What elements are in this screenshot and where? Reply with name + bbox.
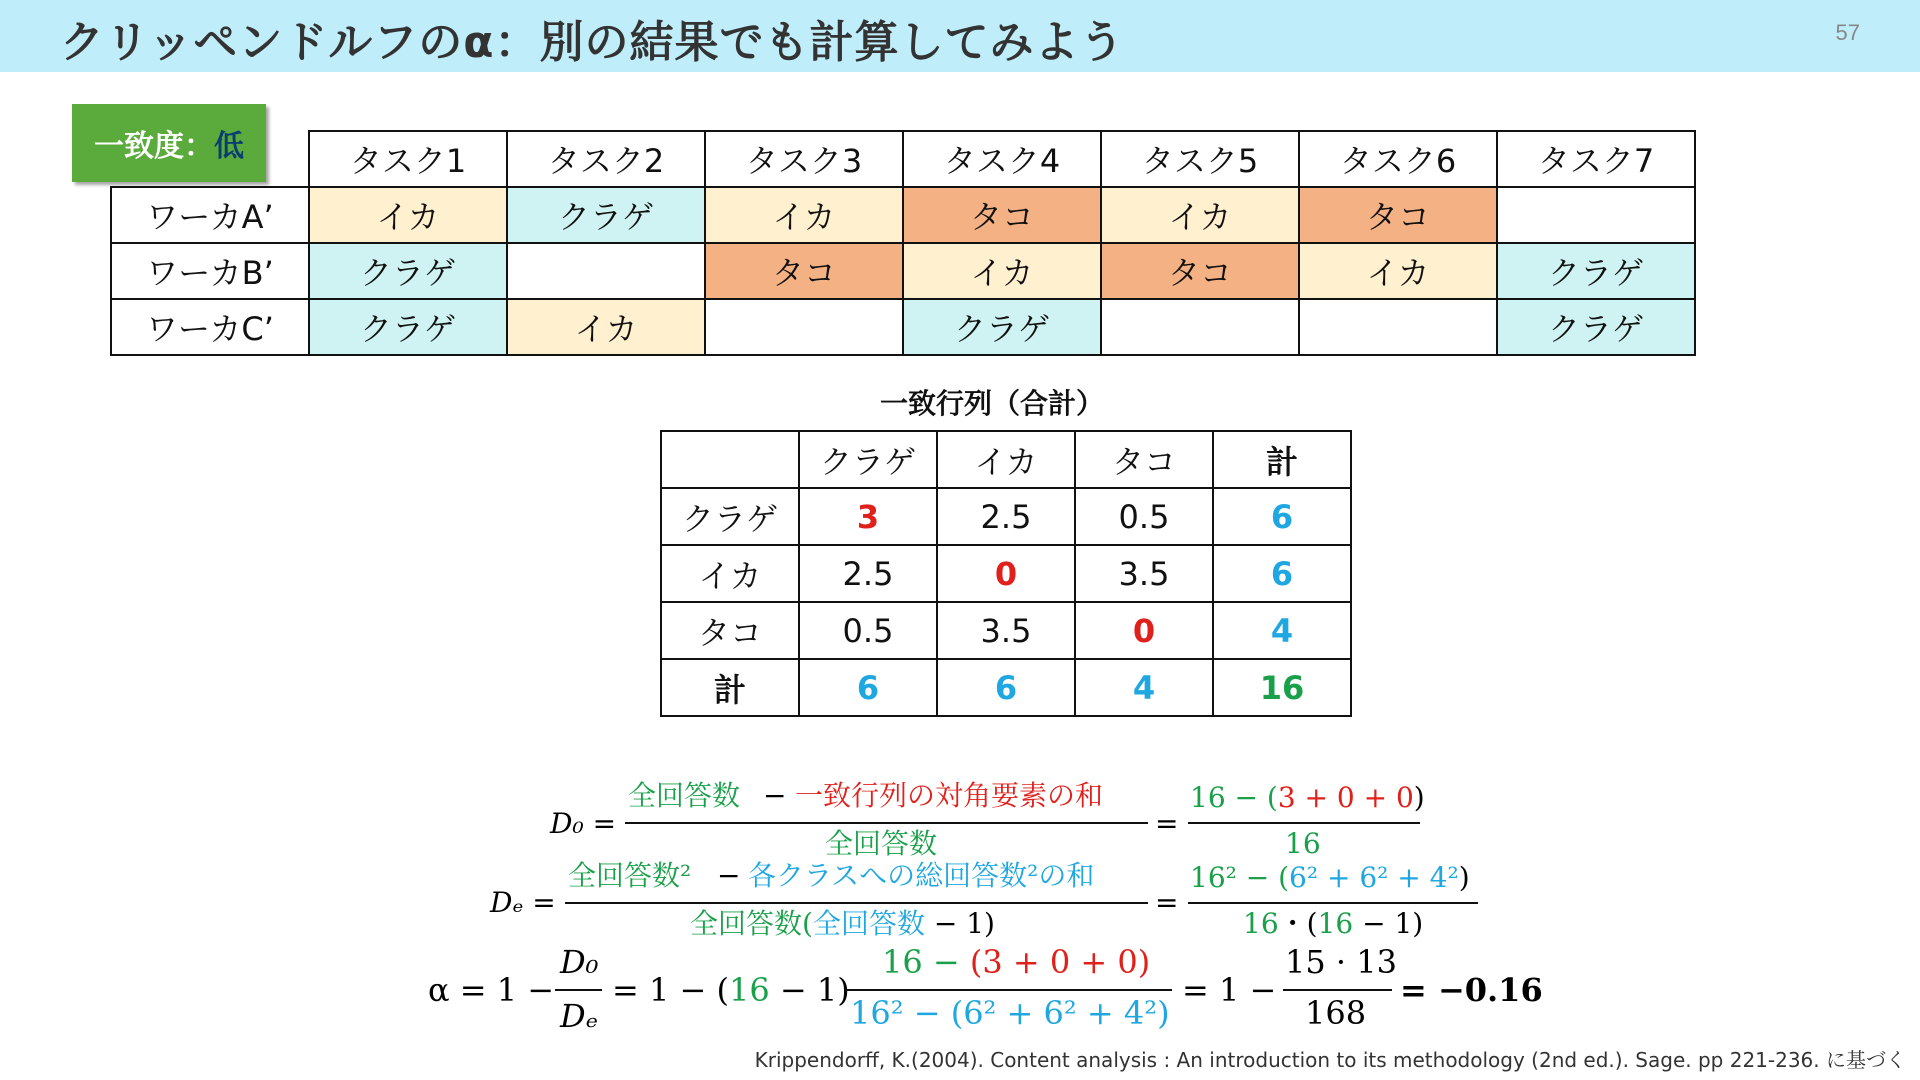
de-value-den-mid: ・( <box>1278 907 1318 940</box>
agreement-level-badge <box>72 104 266 182</box>
matrix-row-header-total: 計 <box>661 659 799 716</box>
answer-cell: クラゲ <box>1497 299 1695 355</box>
reference-citation: Krippendorff, K.(2004). Content analysis : An introduction to its methodology (2nd ed.). Sage. pp 221-236. に基づく <box>754 1048 1906 1072</box>
task-header: タスク3 <box>705 131 903 187</box>
matrix-row-header: イカ <box>661 545 799 602</box>
matrix-cell: 2.5 <box>937 488 1075 545</box>
answer-cell: タコ <box>1299 187 1497 243</box>
matrix-col-total: 6 <box>937 659 1075 716</box>
matrix-cell: 2.5 <box>799 545 937 602</box>
de-denominator <box>690 907 995 940</box>
matrix-row-header: タコ <box>661 602 799 659</box>
page-number: 57 <box>1835 20 1860 45</box>
alpha-result-numerator: 15 · 13 <box>1285 943 1397 981</box>
d0-formula <box>549 779 1425 860</box>
matrix-col-header-total: 計 <box>1213 431 1351 488</box>
task-header: タスク7 <box>1497 131 1695 187</box>
de-den-total-inner: 全回答数 <box>812 907 925 940</box>
de-lhs: Dₑ = <box>490 886 556 919</box>
de-numerator-minus: − <box>717 859 741 892</box>
task-header: タスク5 <box>1101 131 1299 187</box>
de-formula <box>489 859 1478 940</box>
matrix-diagonal-cell: 0 <box>1075 602 1213 659</box>
matrix-title: 一致行列（合計） <box>880 387 1105 420</box>
matrix-row-header: クラゲ <box>661 488 799 545</box>
d0-value-diagonal: 3 + 0 + 0 <box>1277 781 1414 814</box>
answer-cell: イカ <box>705 187 903 243</box>
task-header: タスク1 <box>309 131 507 187</box>
matrix-cell: 0.5 <box>1075 488 1213 545</box>
d0-value-numerator <box>1190 781 1425 814</box>
d0-numerator-diagonal: 一致行列の対角要素の和 <box>795 779 1104 812</box>
answer-cell: イカ <box>903 243 1101 299</box>
answer-cell: クラゲ <box>903 299 1101 355</box>
answer-cell: イカ <box>1299 243 1497 299</box>
d0-equals: = <box>1155 807 1179 840</box>
de-value-class-sum: 6² + 6² + 4² <box>1289 861 1459 894</box>
alpha-mid <box>612 971 850 1009</box>
matrix-diagonal-cell: 3 <box>799 488 937 545</box>
answer-cell: クラゲ <box>1497 243 1695 299</box>
de-den-minus-one: − 1) <box>924 907 995 940</box>
worker-label: ワーカA’ <box>111 187 309 243</box>
badge-level: 低 <box>214 129 244 164</box>
de-equals: = <box>1155 886 1179 919</box>
answer-cell: クラゲ <box>309 299 507 355</box>
alpha-eq2: = 1 − <box>1182 971 1277 1009</box>
answer-cell: クラゲ <box>309 243 507 299</box>
de-value-total: 16² − ( <box>1190 861 1290 894</box>
d0-value-total: 16 − ( <box>1190 781 1278 814</box>
matrix-cell: 3.5 <box>1075 545 1213 602</box>
answer-cell: タコ <box>705 243 903 299</box>
task-header: タスク6 <box>1299 131 1497 187</box>
matrix-col-header: イカ <box>937 431 1075 488</box>
answer-cell: イカ <box>309 187 507 243</box>
d0-value-close: ) <box>1413 781 1425 814</box>
task-header: タスク2 <box>507 131 705 187</box>
matrix-col-total: 6 <box>799 659 937 716</box>
answer-cell: イカ <box>507 299 705 355</box>
matrix-row-total: 6 <box>1213 545 1351 602</box>
alpha-result-denominator: 168 <box>1305 994 1367 1032</box>
de-value-numerator <box>1190 861 1470 894</box>
alpha-den-class-sum: (6² + 6² + 4²) <box>950 994 1170 1032</box>
answer-cell: タコ <box>1101 243 1299 299</box>
matrix-col-total: 4 <box>1075 659 1213 716</box>
matrix-row-total: 4 <box>1213 602 1351 659</box>
matrix-diagonal-cell: 0 <box>937 545 1075 602</box>
alpha-denominator <box>850 994 1170 1032</box>
d0-denominator: 全回答数 <box>825 827 938 860</box>
alpha-result: = −0.16 <box>1400 971 1543 1009</box>
de-value-den-minus-one: − 1) <box>1353 907 1424 940</box>
worker-label: ワーカB’ <box>111 243 309 299</box>
task-header: タスク4 <box>903 131 1101 187</box>
answer-cell: タコ <box>903 187 1101 243</box>
d0-value-denominator: 16 <box>1285 827 1321 860</box>
answer-cell: イカ <box>1101 187 1299 243</box>
d0-numerator-minus: − <box>763 779 787 812</box>
matrix-col-header: タコ <box>1075 431 1213 488</box>
alpha-formula <box>428 943 1543 1035</box>
de-value-den-total: 16 <box>1243 907 1279 940</box>
alpha-num-total: 16 − <box>882 943 970 981</box>
answer-cell: クラゲ <box>507 187 705 243</box>
alpha-lhs: α = 1 − <box>428 971 555 1009</box>
de-numerator-class-sum: 各クラスへの総回答数²の和 <box>748 859 1095 892</box>
alpha-num-diagonal: (3 + 0 + 0) <box>969 943 1151 981</box>
d0-lhs: D₀ = <box>550 807 617 840</box>
de-value-denominator <box>1243 907 1423 940</box>
de-value-close: ) <box>1458 861 1470 894</box>
badge-prefix: 一致度： <box>94 129 214 164</box>
matrix-cell: 3.5 <box>937 602 1075 659</box>
matrix-grand-total: 16 <box>1213 659 1351 716</box>
alpha-numerator <box>882 943 1150 981</box>
worker-label: ワーカC’ <box>111 299 309 355</box>
d0-numerator-total: 全回答数 <box>628 779 741 812</box>
de-value-den-total-inner: 16 <box>1317 907 1354 940</box>
matrix-row-total: 6 <box>1213 488 1351 545</box>
alpha-d0: D₀ <box>560 943 599 981</box>
slide-title: クリッペンドルフのα：別の結果でも計算してみよう <box>60 17 1125 68</box>
alpha-den-total: 16² − <box>850 994 951 1032</box>
alpha-de: Dₑ <box>560 997 599 1035</box>
matrix-cell: 0.5 <box>799 602 937 659</box>
alpha-mid-start: = 1 − ( <box>612 971 729 1009</box>
de-den-total: 全回答数( <box>690 907 813 940</box>
alpha-mid-end: − 1) <box>769 971 850 1009</box>
matrix-col-header: クラゲ <box>799 431 937 488</box>
alpha-mid-value: 16 <box>728 971 770 1009</box>
de-numerator-total-squared: 全回答数² <box>568 859 692 892</box>
